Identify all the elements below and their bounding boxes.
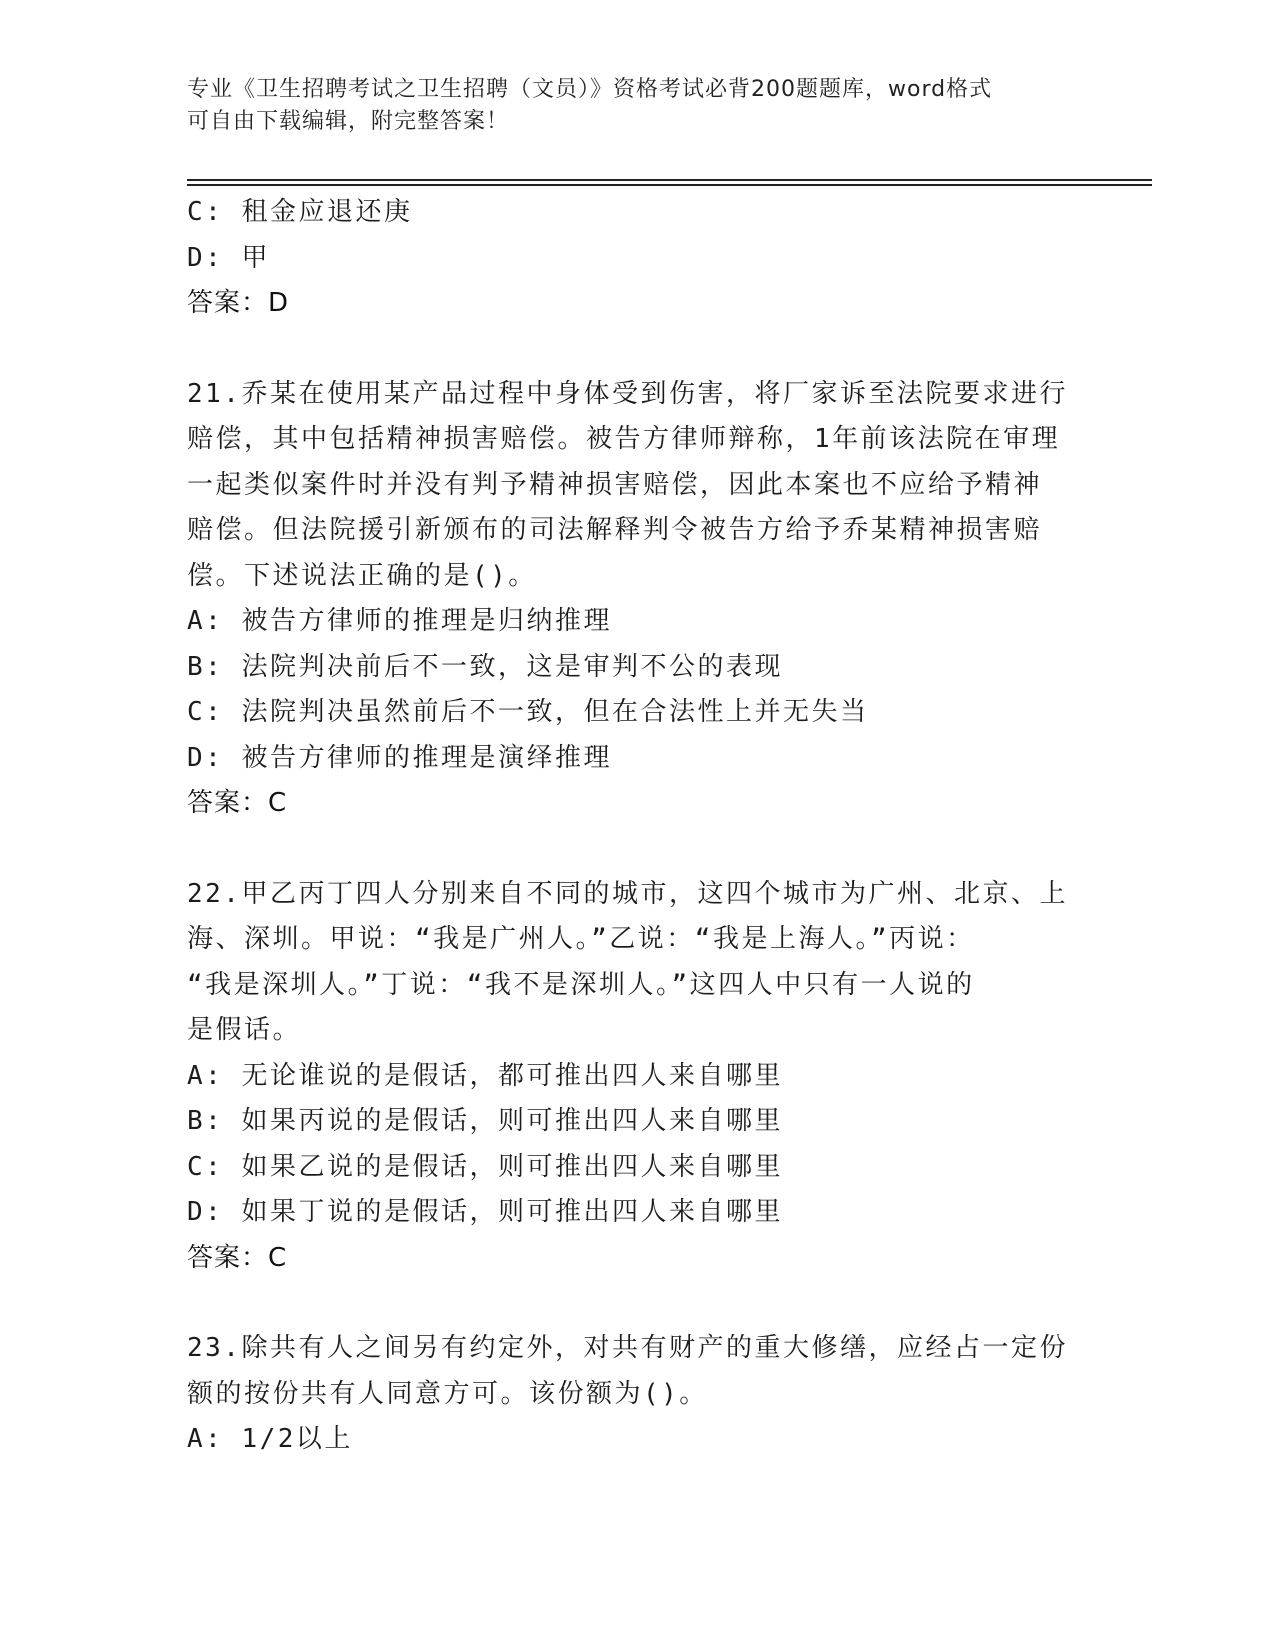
question-21 xyxy=(187,372,1087,827)
option-a: A: 被告方律师的推理是归纳推理 xyxy=(187,606,612,636)
stem-line: 一起类似案件时并没有判予精神损害赔偿，因此本案也不应给予精神 xyxy=(187,469,1043,500)
stem-line: 21.乔某在使用某产品过程中身体受到伤害，将厂家诉至法院要求进行 xyxy=(187,378,1068,409)
stem-line: 额的按份共有人同意方可。该份额为()。 xyxy=(187,1378,708,1409)
stem-line: 赔偿，其中包括精神损害赔偿。被告方律师辩称，1年前该法院在审理 xyxy=(187,424,1061,454)
prev-question xyxy=(187,190,1087,327)
question-23 xyxy=(187,1326,1087,1463)
answer: 答案：C xyxy=(187,1242,288,1273)
option-b: B: 如果丙说的是假话，则可推出四人来自哪里 xyxy=(187,1106,783,1136)
option-b: B: 法院判决前后不一致，这是审判不公的表现 xyxy=(187,651,783,682)
stem-line: “我是深圳人。”丁说：“我不是深圳人。”这四人中只有一人说的 xyxy=(187,969,975,1000)
option-d: D: 甲 xyxy=(187,242,270,273)
option-c: C: 法院判决虽然前后不一致，但在合法性上并无失当 xyxy=(187,697,869,727)
option-d: D: 如果丁说的是假话，则可推出四人来自哪里 xyxy=(187,1197,783,1227)
header-line-2: 可自由下载编辑，附完整答案！ xyxy=(187,109,510,134)
option-a: A: 1/2以上 xyxy=(187,1424,353,1454)
answer: 答案：D xyxy=(187,288,290,318)
header-rule-top xyxy=(187,179,1152,181)
question-stem xyxy=(187,1326,1087,1417)
stem-line: 赔偿。但法院援引新颁布的司法解释判令被告方给予乔某精神损害赔 xyxy=(187,515,1043,545)
option-a: A: 无论谁说的是假话，都可推出四人来自哪里 xyxy=(187,1060,783,1091)
spacer xyxy=(187,327,1087,372)
spacer xyxy=(187,1281,1087,1326)
spacer xyxy=(187,827,1087,872)
header-line-1: 专业《卫生招聘考试之卫生招聘（文员）》资格考试必背200题题库，word格式 xyxy=(187,77,993,102)
option-c: C: 租金应退还庚 xyxy=(187,197,413,227)
question-stem xyxy=(187,372,1087,600)
option-c: C: 如果乙说的是假话，则可推出四人来自哪里 xyxy=(187,1151,783,1182)
answer: 答案：C xyxy=(187,788,288,818)
document-header xyxy=(187,74,1067,138)
question-stem xyxy=(187,872,1087,1054)
question-content xyxy=(187,190,1087,1463)
stem-line: 偿。下述说法正确的是()。 xyxy=(187,560,537,591)
header-rule-bottom xyxy=(187,184,1152,186)
stem-line: 23.除共有人之间另有约定外，对共有财产的重大修缮，应经占一定份 xyxy=(187,1333,1068,1363)
question-22 xyxy=(187,872,1087,1282)
stem-line: 海、深圳。甲说：“我是广州人。”乙说：“我是上海人。”丙说： xyxy=(187,924,975,954)
option-d: D: 被告方律师的推理是演绎推理 xyxy=(187,742,612,773)
stem-line: 22.甲乙丙丁四人分别来自不同的城市，这四个城市为广州、北京、上 xyxy=(187,878,1068,909)
stem-line: 是假话。 xyxy=(187,1015,302,1045)
